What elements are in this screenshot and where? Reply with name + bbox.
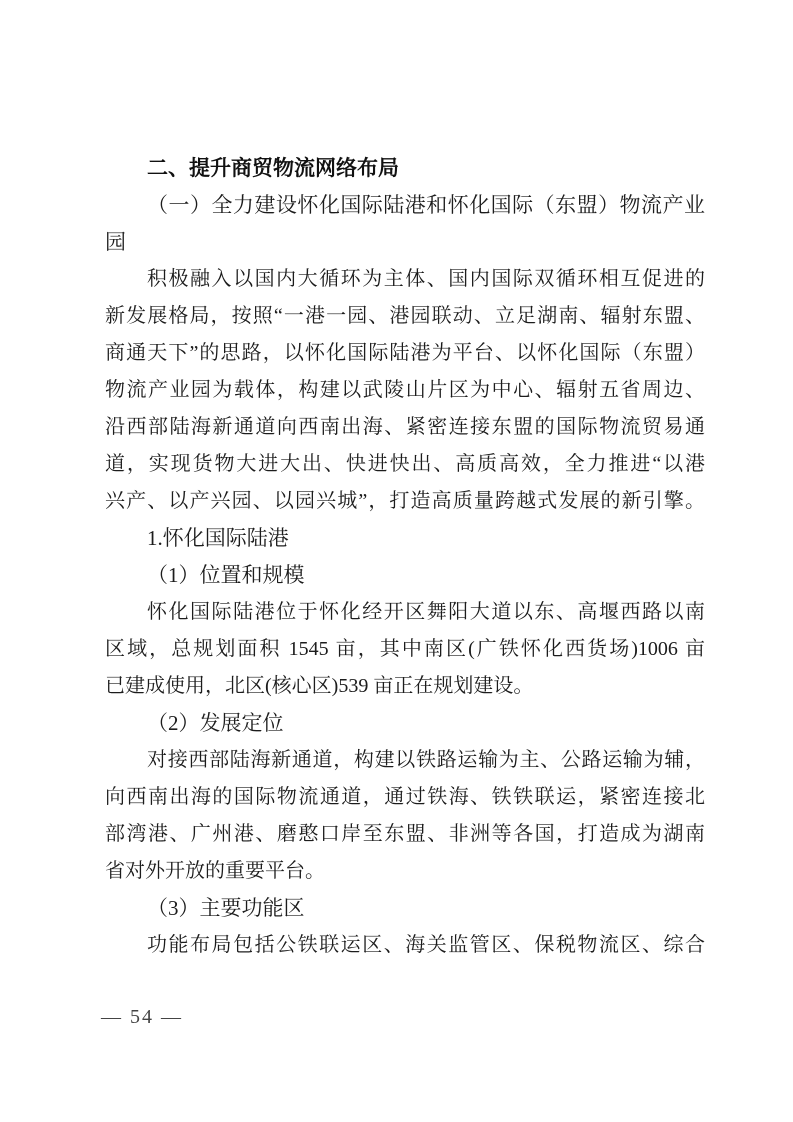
item1-sub3-line: 功能布局包括公铁联运区、海关监管区、保税物流区、综合 (147, 934, 705, 956)
item1-sub1-line: 区域，总规划面积 1545 亩，其中南区(广铁怀化西货场)1006 亩 (105, 638, 705, 660)
item1-sub2-line: 向西南出海的国际物流通道，通过铁海、铁铁联运，紧密连接北 (105, 786, 705, 808)
page-number: — 54 — (101, 1006, 183, 1028)
intro-paragraph-line: 道，实现货物大进大出、快进快出、高质高效，全力推进“以港 (105, 453, 705, 475)
subsection-heading-line-2: 园 (105, 230, 126, 254)
intro-paragraph-line: 沿西部陆海新通道向西南出海、紧密连接东盟的国际物流贸易通 (105, 416, 705, 438)
intro-paragraph-line: 新发展格局，按照“一港一园、港园联动、立足湖南、辐射东盟、 (105, 305, 705, 327)
intro-paragraph-line: 物流产业园为载体，构建以武陵山片区为中心、辐射五省周边、 (105, 379, 705, 401)
section-heading: 二、提升商贸物流网络布局 (147, 157, 399, 180)
item1-sub2-line: 部湾港、广州港、磨憨口岸至东盟、非洲等各国，打造成为湖南 (105, 823, 705, 845)
intro-paragraph-line: 积极融入以国内大循环为主体、国内国际双循环相互促进的 (147, 268, 705, 290)
item1-sub1-heading: （1）位置和规模 (147, 563, 305, 587)
intro-paragraph-line: 商通天下”的思路，以怀化国际陆港为平台、以怀化国际（东盟） (105, 342, 705, 364)
document-body (105, 150, 705, 964)
item1-heading: 1.怀化国际陆港 (147, 526, 289, 550)
item1-sub3-heading: （3）主要功能区 (147, 896, 305, 920)
item1-sub1-line: 怀化国际陆港位于怀化经开区舞阳大道以东、高堰西路以南 (147, 601, 705, 623)
intro-paragraph-line: 兴产、以产兴园、以园兴城”，打造高质量跨越式发展的新引擎。 (105, 490, 705, 512)
item1-sub2-line: 省对外开放的重要平台。 (105, 860, 325, 882)
item1-sub2-heading: （2）发展定位 (147, 711, 284, 735)
item1-sub1-line: 已建成使用，北区(核心区)539 亩正在规划建设。 (105, 675, 534, 697)
subsection-heading-line-1: （一）全力建设怀化国际陆港和怀化国际（东盟）物流产业 (147, 193, 705, 217)
item1-sub2-line: 对接西部陆海新通道，构建以铁路运输为主、公路运输为辅， (147, 749, 705, 771)
